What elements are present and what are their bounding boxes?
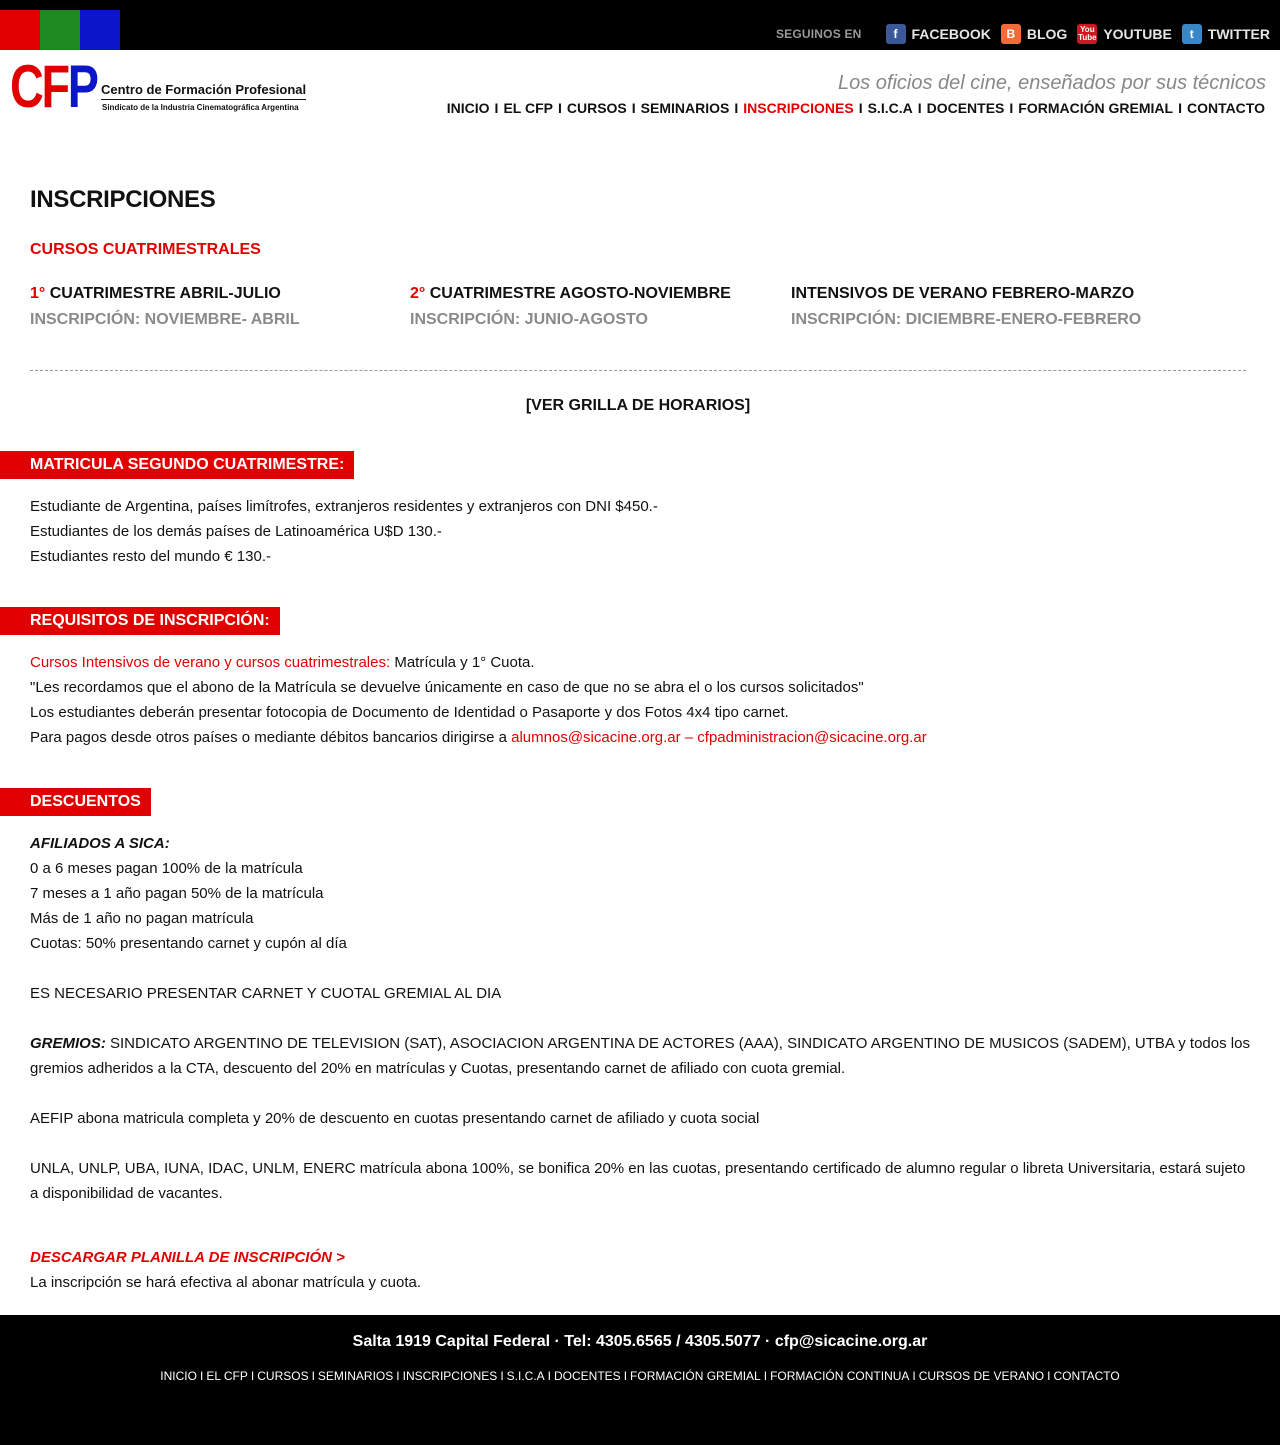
footer-nav-item-contacto[interactable]: CONTACTO [1053,1369,1120,1383]
requisitos-courses-value: Matrícula y 1° Cuota. [390,654,535,671]
period-title [410,285,770,303]
requisitos-line-2: "Les recordamos que el abono de la Matrícula se devuelve únicamente en caso de que no se abra el o los cursos solicitados" [30,679,864,696]
requisitos-line-3: Los estudiantes deberán presentar fotocopia de Documento de Identidad o Pasaporte y dos Fotos 4x4 tipo carnet. [30,704,789,721]
period-title-text: CUATRIMESTRE ABRIL-JULIO [45,285,281,302]
descargar-note: La inscripción se hará efectiva al abonar matrícula y cuota. [30,1274,422,1291]
footer-nav-item-docentes[interactable]: DOCENTES [554,1369,621,1383]
footer [0,1315,1280,1445]
nav-item-contacto[interactable]: CONTACTO [1186,100,1265,116]
period-2 [410,285,770,329]
email-administracion-link[interactable]: cfpadministracion@sicacine.org.ar [697,729,927,746]
period-number: 2° [410,285,426,302]
footer-nav-separator: I [396,1369,400,1383]
gremios-label: GREMIOS: [30,1035,106,1052]
spacer [30,956,1250,981]
twitter-label: TWITTER [1207,26,1270,42]
nav-separator: I [494,100,499,116]
matricula-line: Estudiante de Argentina, países limítrofes, extranjeros residentes y extranjeros con DNI $450.- [30,498,658,515]
period-inscripcion: INSCRIPCIÓN: JUNIO-AGOSTO [410,311,648,328]
main-content [30,186,1250,414]
youtube-icon: You Tube [1078,25,1097,42]
color-bar-green [40,10,80,50]
matricula-line: Estudiantes de los demás países de Latinoamérica U$D 130.- [30,523,442,540]
footer-nav-item-seminarios[interactable]: SEMINARIOS [317,1369,394,1383]
period-3 [791,285,1211,329]
facebook-icon: f [886,24,906,44]
nav-item-docentes[interactable]: DOCENTES [926,100,1005,116]
footer-nav-item-formación-gremial[interactable]: FORMACIÓN GREMIAL [630,1369,761,1383]
logo-letter-c: C [10,53,42,120]
necesario-notice: ES NECESARIO PRESENTAR CARNET Y CUOTAL GREMIAL AL DIA [30,985,502,1002]
afiliados-title: AFILIADOS A SICA: [30,835,170,852]
twitter-icon: t [1182,24,1202,44]
footer-nav-item-s-i-c-a[interactable]: S.I.C.A [506,1369,545,1383]
nav-separator: I [734,100,739,116]
period-number: 1° [30,285,46,302]
dashed-divider [30,370,1246,371]
follow-label: SEGUINOS EN [775,27,862,41]
footer-nav-item-inscripciones[interactable]: INSCRIPCIONES [402,1369,498,1383]
footer-nav-item-cursos-de-verano[interactable]: CURSOS DE VERANO [918,1369,1045,1383]
afiliados-line: 7 meses a 1 año pagan 50% de la matrícula [30,885,324,902]
footer-nav-separator: I [547,1369,552,1383]
requisitos-payment-text: Para pagos desde otros países o mediante débitos bancarios dirigirse a [30,729,512,746]
nav-item-inicio[interactable]: INICIO [446,100,490,116]
nav-item-s-i-c-a[interactable]: S.I.C.A [867,100,913,116]
matricula-heading: MATRICULA SEGUNDO CUATRIMESTRE: [0,451,354,479]
facebook-link[interactable] [886,24,991,44]
descuentos-block [30,831,1250,1206]
period-inscripcion: INSCRIPCIÓN: DICIEMBRE-ENERO-FEBRERO [791,311,1142,328]
blog-label: BLOG [1026,26,1068,42]
spacer [30,1131,1250,1156]
footer-nav-separator: I [250,1369,255,1383]
requisitos-courses-label: Cursos Intensivos de verano y cursos cuatrimestrales: [30,654,391,671]
youtube-link[interactable] [1077,24,1171,44]
nav-item-el-cfp[interactable]: EL CFP [503,100,553,116]
youtube-label: YOUTUBE [1103,26,1172,42]
footer-nav-item-el-cfp[interactable]: EL CFP [206,1369,248,1383]
main-nav [447,100,1265,116]
period-title-text: INTENSIVOS DE VERANO FEBRERO-MARZO [791,285,1135,302]
grilla-wrapper [30,397,1246,415]
descargar-block [30,1245,1250,1295]
logo-letters [10,52,97,121]
color-bar-red [0,10,40,50]
period-1 [30,285,390,329]
footer-nav-separator: I [763,1369,768,1383]
requisitos-line-1 [30,650,1250,675]
blogger-icon: B [1001,24,1021,44]
period-inscripcion: INSCRIPCIÓN: NOVIEMBRE- ABRIL [30,311,300,328]
logo-subtitle: Sindicato de la Industria Cinematográfica Argentina [102,103,299,112]
footer-nav-item-inicio[interactable]: INICIO [160,1369,197,1383]
afiliados-line: Más de 1 año no pagan matrícula [30,910,254,927]
section-subtitle: CURSOS CUATRIMESTRALES [30,241,261,258]
nav-item-formación-gremial[interactable]: FORMACIÓN GREMIAL [1018,100,1174,116]
spacer [30,1081,1250,1106]
footer-nav [0,1369,1280,1383]
footer-nav-separator: I [199,1369,204,1383]
facebook-label: FACEBOOK [911,26,991,42]
logo-letter-f: F [41,53,68,120]
top-bar [0,0,1280,50]
afiliados-line: 0 a 6 meses pagan 100% de la matrícula [30,860,303,877]
nav-separator: I [917,100,922,116]
descuentos-heading: DESCUENTOS [0,788,151,816]
period-title [30,285,390,303]
nav-item-cursos[interactable]: CURSOS [566,100,627,116]
footer-nav-separator: I [311,1369,315,1383]
requisitos-heading: REQUISITOS DE INSCRIPCIÓN: [0,607,280,635]
email-separator: – [680,729,698,746]
nav-separator: I [1178,100,1182,116]
nav-separator: I [1009,100,1014,116]
social-links [776,24,1270,44]
email-alumnos-link[interactable]: alumnos@sicacine.org.ar [511,729,681,746]
logo-title: Centro de Formación Profesional [101,82,306,100]
footer-nav-separator: I [912,1369,916,1383]
footer-nav-separator: I [623,1369,628,1383]
color-bar-blue [80,10,120,50]
aefip-paragraph: AEFIP abona matricula completa y 20% de descuento en cuotas presentando carnet de afiliado y cuota social [30,1110,760,1127]
tagline: Los oficios del cine, enseñados por sus técnicos [837,72,1266,94]
footer-nav-separator: I [500,1369,504,1383]
blog-link[interactable] [1001,24,1067,44]
footer-nav-item-cursos[interactable]: CURSOS [257,1369,309,1383]
footer-nav-item-formación-continua[interactable]: FORMACIÓN CONTINUA [770,1369,910,1383]
footer-nav-separator: I [1047,1369,1051,1383]
matricula-line: Estudiantes resto del mundo € 130.- [30,548,271,565]
nav-separator: I [858,100,863,116]
logo-letter-p: P [67,53,97,120]
nav-separator: I [631,100,636,116]
page-title: INSCRIPCIONES [30,186,216,213]
requisitos-line-4 [30,725,1250,750]
gremios-paragraph [30,1031,1250,1081]
spacer [30,1006,1250,1031]
period-title-text: CUATRIMESTRE AGOSTO-NOVIEMBRE [425,285,731,302]
afiliados-line: Cuotas: 50% presentando carnet y cupón al día [30,935,347,952]
requisitos-block [30,650,1250,750]
twitter-link[interactable] [1182,24,1270,44]
nav-separator: I [557,100,562,116]
footer-address: Salta 1919 Capital Federal · Tel: 4305.6565 / 4305.5077 · cfp@sicacine.org.ar [352,1333,928,1350]
descargar-planilla-link[interactable]: DESCARGAR PLANILLA DE INSCRIPCIÓN > [30,1249,345,1266]
ver-grilla-link[interactable]: [VER GRILLA DE HORARIOS] [525,397,751,414]
universidades-paragraph: UNLA, UNLP, UBA, IUNA, IDAC, UNLM, ENERC matrícula abona 100%, se bonifica 20% en las cuotas, presentando certificado de alumno regular o libreta Universitaria, estará sujeto a disponibilidad de vacantes. [30,1160,1246,1202]
site-logo[interactable] [10,53,330,120]
period-title [791,285,1211,303]
nav-item-inscripciones[interactable]: INSCRIPCIONES [743,100,854,116]
matricula-block [30,494,1250,569]
nav-item-seminarios[interactable]: SEMINARIOS [640,100,730,116]
gremios-text: SINDICATO ARGENTINO DE TELEVISION (SAT), ASOCIACION ARGENTINA DE ACTORES (AAA), SINDICATO ARGENTINO DE MUSICOS (SADEM), UTBA y todos los gremios adheridos a la CTA, descuento del 20% en matrículas y Cuotas, presentando carnet de afiliado con cuota gremial. [30,1035,1250,1077]
